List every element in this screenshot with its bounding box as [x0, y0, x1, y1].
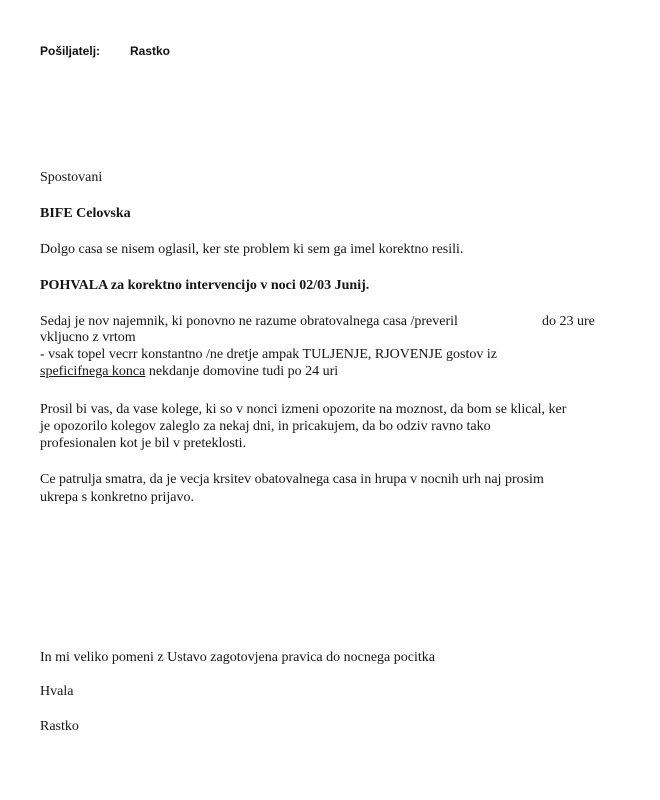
signature: Rastko [40, 719, 79, 734]
paragraph-3-line-2: ukrepa s konkretno prijavo. [40, 490, 194, 505]
paragraph-1-line-1a: Sedaj je nov najemnik, ki ponovno ne razume obratovalnega casa /preveril [40, 314, 458, 329]
paragraph-1-line-4 [40, 364, 338, 380]
closing-line: In mi veliko pomeni z Ustavo zagotovjena pravica do nocnega pocitka [40, 650, 435, 665]
thanks: Hvala [40, 684, 74, 699]
paragraph-1-line-1b: do 23 ure [542, 314, 595, 329]
underlined-phrase: speficifnega konca [40, 364, 146, 379]
paragraph-2-line-1: Prosil bi vas, da vase kolege, ki so v nonci izmeni opozorite na moznost, da bom se klical, ker [40, 402, 567, 417]
paragraph-1-line-4-rest: nekdanje domovine tudi po 24 uri [145, 364, 339, 379]
praise-heading: POHVALA za korektno intervencijo v noci 02/03 Junij. [40, 278, 370, 293]
paragraph-1-line-2: vkljucno z vrtom [40, 330, 136, 345]
recipient: BIFE Celovska [40, 206, 131, 221]
sender-name: Rastko [130, 44, 171, 58]
paragraph-1-line-3: - vsak topel vecrr konstantno /ne dretje ampak TULJENJE, RJOVENJE gostov iz [40, 347, 497, 362]
paragraph-2-line-2: je opozorilo kolegov zaleglo za nekaj dni, in pricakujem, da bo odziv ravno tako [40, 419, 491, 434]
paragraph-3-line-1: Ce patrulja smatra, da je vecja krsitev obatovalnega casa in hrupa v nocnih urh naj prosim [40, 472, 544, 487]
intro-paragraph: Dolgo casa se nisem oglasil, ker ste problem ki sem ga imel korektno resili. [40, 242, 464, 257]
sender-label: Pošiljatelj: [40, 44, 101, 58]
paragraph-2-line-3: profesionalen kot je bil v preteklosti. [40, 436, 247, 451]
sender-line [40, 44, 170, 58]
greeting: Spostovani [40, 170, 103, 185]
